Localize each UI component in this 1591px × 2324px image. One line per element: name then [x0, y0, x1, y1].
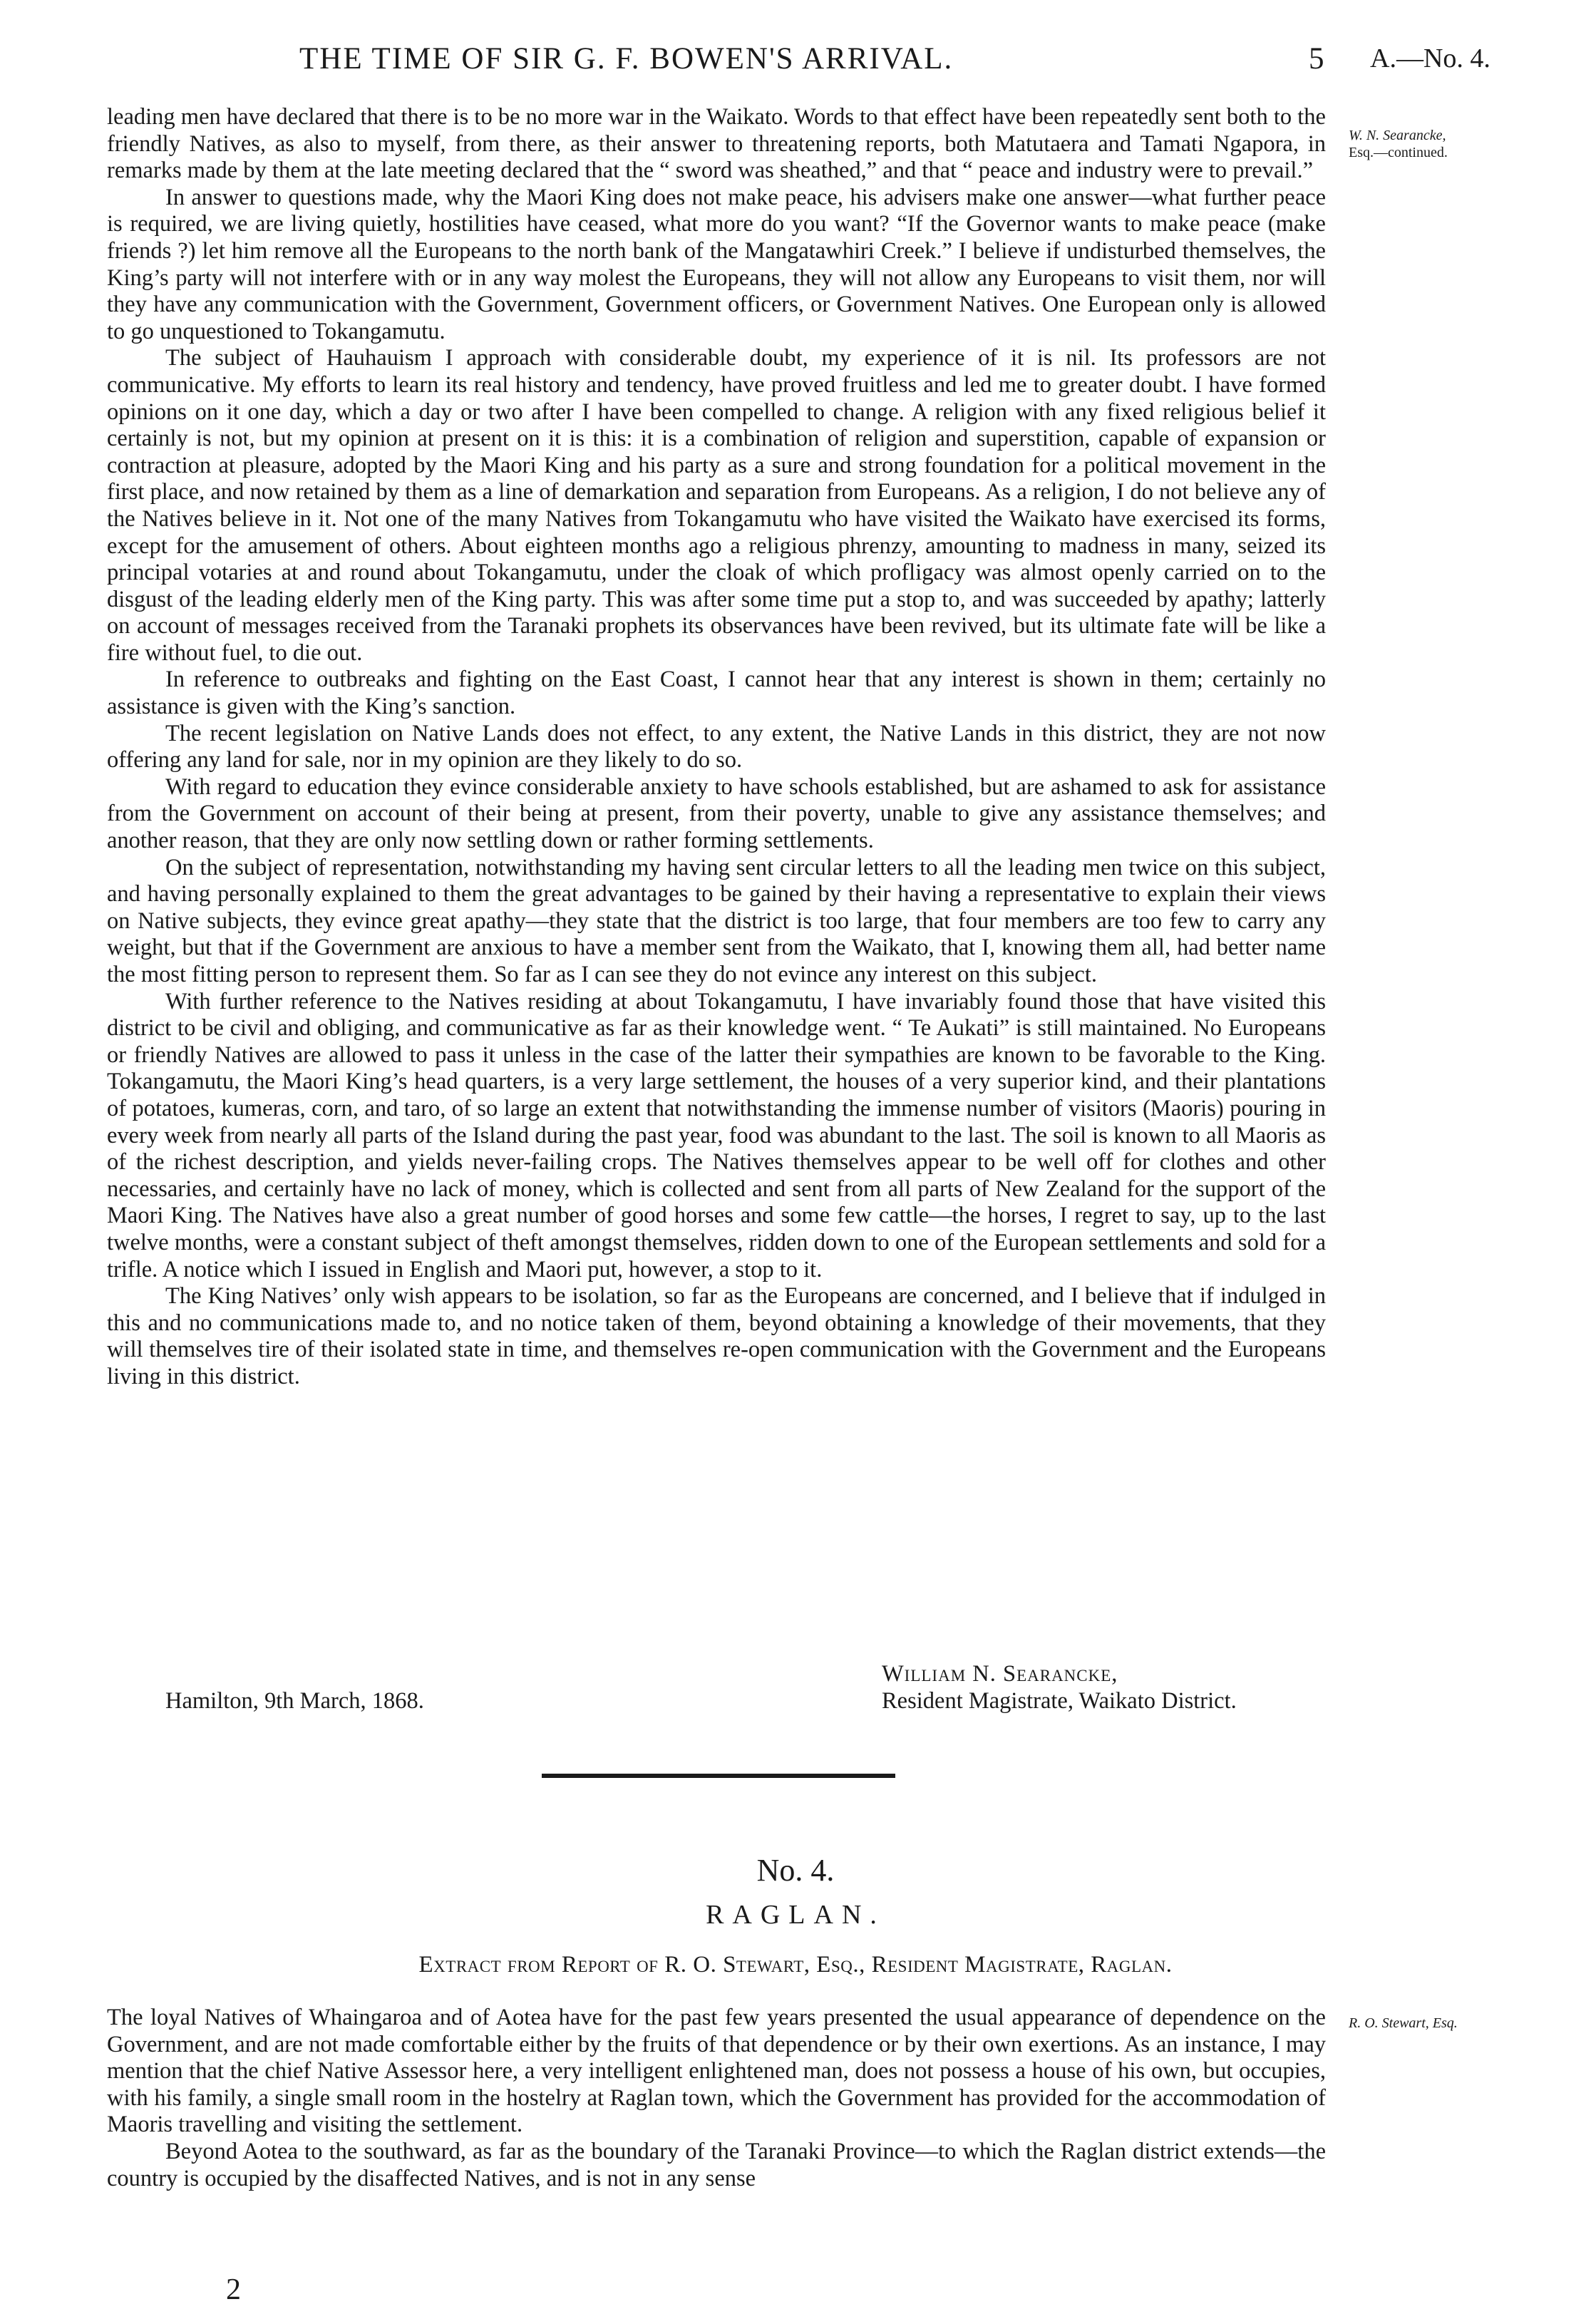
report-paragraph: In reference to outbreaks and fighting on the East Coast, I cannot hear that any interest is shown in them; certainly no assistance is given with the King’s sanction. [107, 667, 1326, 720]
place-date: Hamilton, 9th March, 1868. [165, 1688, 424, 1714]
section-number: No. 4. [756, 1853, 835, 1888]
report-1-signoff [107, 1658, 1326, 1715]
section-divider [542, 1774, 895, 1778]
running-head [0, 41, 1591, 84]
margin-note-author: W. N. Searancke, [1349, 128, 1446, 143]
margin-note-stewart [1349, 2015, 1585, 2032]
signature-name: William N. Searancke, [882, 1661, 1118, 1687]
report-paragraph: leading men have declared that there is to be no more war in the Waikato. Words to that effect have been repeatedly sent both to the friendly Natives, as also to myself, from there, as their answer to threatening reports, both Matutaera and Tamati Ngapora, in remarks made by them at the late meeting declared that the “ sword was sheathed,” and that “ peace and industry were to prevail.” [107, 104, 1326, 184]
signature-mark: 2 [226, 2273, 241, 2306]
section-heading: RAGLAN. [706, 1900, 885, 1930]
report-paragraph: Beyond Aotea to the southward, as far as the boundary of the Taranaki Province—to which the Raglan district extends—the country is occupied by the disaffected Natives, and is not in any sense [107, 2138, 1326, 2191]
margin-note-author: R. O. Stewart, Esq. [1349, 2015, 1458, 2031]
page-number: 5 [1309, 42, 1324, 76]
report-paragraph: The recent legislation on Native Lands does not effect, to any extent, the Native Lands in this district, they are not now offering any land for sale, nor in my opinion are they likely to do so. [107, 720, 1326, 773]
section-subtitle: Extract from Report of R. O. Stewart, Esq., Resident Magistrate, Raglan. [418, 1952, 1173, 1978]
margin-note-searancke [1349, 127, 1585, 161]
report-paragraph: On the subject of representation, notwithstanding my having sent circular letters to all the leading men twice on this subject, and having personally explained to them the great advantages to be gained by their having a representative to explain their views on Native subjects, they evince great apathy—they state that the district is too large, that four members are too few to carry any weight, but that if the Government are anxious to have a member sent from the Waikato, that I, knowing them all, had better name the most fitting person to represent them. So far as I can see they do not evince any interest on this subject. [107, 854, 1326, 987]
report-paragraph: With further reference to the Natives residing at about Tokangamutu, I have invariably found those that have visited this district to be civil and obliging, and communicative as far as their knowledge went. “ Te Aukati” is still maintained. No Europeans or friendly Natives are allowed to pass it unless in the case of the latter their sympathies are known to be favorable to the King. Tokangamutu, the Maori King’s head quarters, is a very large settlement, the houses of a very superior kind, and their plantations of potatoes, kumeras, corn, and taro, of so large an extent that notwithstanding the immense number of visitors (Maoris) pouring in every week from nearly all parts of the Island during the past year, food was abundant to the last. The soil is known to all Maoris as of the richest description, and yields never-failing crops. The Natives themselves appear to be well off for clothes and other necessaries, and certainly have no lack of money, which is collected and sent from all parts of New Zealand for the support of the Maori King. The Natives have also a great number of good horses and some few cattle—the horses, I regret to say, up to the last twelve months, were a constant subject of theft amongst themselves, ridden down to one of the European settlements and sold for a trifle. A notice which I issued in English and Maori put, however, a stop to it. [107, 988, 1326, 1282]
report-paragraph: With regard to education they evince considerable anxiety to have schools established, but are ashamed to ask for assistance from the Government on account of their being at present, from their poverty, unable to give any assistance themselves; and another reason, that they are only now settling down or rather forming settlements. [107, 773, 1326, 854]
margin-note-continued: Esq.—continued. [1349, 145, 1448, 160]
report-paragraph: The loyal Natives of Whaingaroa and of Aotea have for the past few years presented the usual appearance of dependence on the Government, and are not made comfortable either by the fruits of that dependence or by their own exertions. As an instance, I may mention that the chief Native Assessor here, a very intelligent enlightened man, does not possess a house of his own, but occupies, with his family, a single small room in the hostelry at Raglan town, which the Government has provided for the accommodation of Maoris travelling and visiting the settlement. [107, 2005, 1326, 2138]
document-reference: A.—No. 4. [1370, 43, 1490, 73]
report-1-body [107, 104, 1326, 1391]
report-paragraph: In answer to questions made, why the Maori King does not make peace, his advisers make one answer—what further peace is required, we are living quietly, hostilities have ceased, what more do you want? “If the Governor wants to make peace (make friends ?) let him remove all the Europeans to the north bank of the Mangatawhiri Creek.” I believe if undisturbed themselves, the King’s party will not interfere with or in any way molest the Europeans, they will not allow any Europeans to visit them, nor will they have any communication with the Government, Government officers, or Government Natives. One European only is allowed to go unquestioned to Tokangamutu. [107, 184, 1326, 344]
report-paragraph: The King Natives’ only wish appears to be isolation, so far as the Europeans are concerned, and I believe that if indulged in this and no communications made to, and no notice taken of them, beyond obtaining a knowledge of their movements, that they will themselves tire of their isolated state in time, and themselves re-open communication with the Government and the Europeans living in this district. [107, 1283, 1326, 1389]
signature-title: Resident Magistrate, Waikato District. [882, 1688, 1237, 1714]
report-paragraph: The subject of Hauhauism I approach with considerable doubt, my experience of it is nil. Its professors are not communicative. My efforts to learn its real history and tendency, have proved fruitless and led me to greater doubt. I have formed opinions on it one day, which a day or two after I have been compelled to change. A religion with any fixed religious belief it certainly is not, but my opinion at present on it is this: it is a combination of religion and superstition, capable of expansion or contraction at pleasure, adopted by the Maori King and his party as a sure and strong foundation for a political movement in the first place, and now retained by them as a line of demarkation and separation from Europeans. As a religion, I do not believe any of the Natives believe in it. Not one of the many Natives from Tokangamutu who have visited the Waikato have exercised its forms, except for the amusement of others. About eighteen months ago a religious phrenzy, amounting to madness in many, seized its principal votaries at and round about Tokangamutu, under the cloak of which profligacy was almost openly carried on to the disgust of the leading elderly men of the King party. This was after some time put a stop to, and was succeeded by apathy; latterly on account of messages received from the Taranaki prophets its observances have been revived, but its ultimate fate will be like a fire without fuel, to die out. [107, 345, 1326, 666]
report-2-body [107, 2005, 1326, 2192]
running-head-title: THE TIME OF SIR G. F. BOWEN'S ARRIVAL. [299, 42, 954, 76]
